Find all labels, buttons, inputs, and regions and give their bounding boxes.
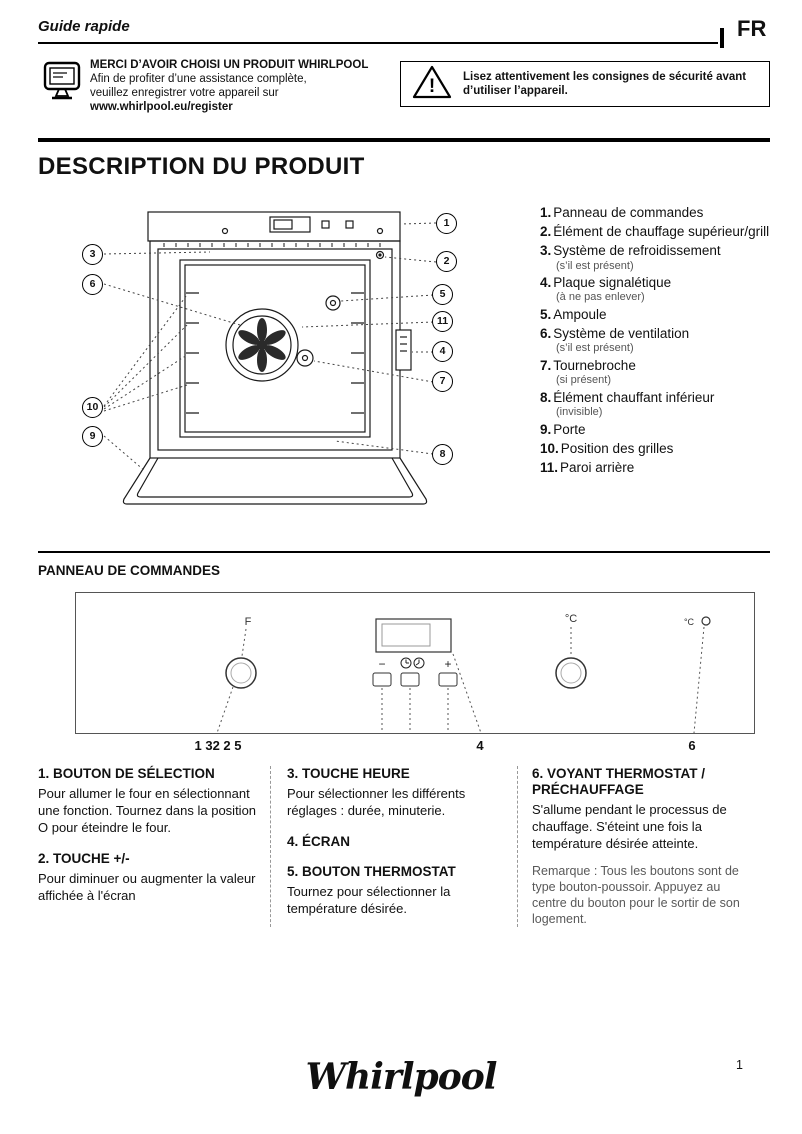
page-number: 1 xyxy=(736,1058,743,1072)
guide-title: Guide rapide xyxy=(38,18,130,35)
column-2 xyxy=(270,766,518,927)
list-item xyxy=(540,224,775,240)
panel-number-indicator: 6 xyxy=(688,738,696,753)
section-heading: 1. BOUTON DE SÉLECTION xyxy=(38,766,215,781)
column-1 xyxy=(38,766,270,927)
item-note: (s’il est présent) xyxy=(556,342,634,355)
panel-section-title: PANNEAU DE COMMANDES xyxy=(38,563,221,578)
list-item xyxy=(540,460,775,476)
item-label: Paroi arrière xyxy=(560,460,635,476)
parts-list xyxy=(540,205,775,479)
header-rule xyxy=(38,42,718,44)
callout-9: 9 xyxy=(82,426,103,447)
item-note: (s’il est présent) xyxy=(556,259,634,272)
header-divider xyxy=(720,28,724,48)
register-url: www.whirlpool.eu/register xyxy=(90,101,233,114)
callout-1: 1 xyxy=(436,213,457,234)
warning-text xyxy=(463,70,746,99)
control-panel-diagram xyxy=(75,592,755,734)
warning-line1: Lisez attentivement les consignes de sécurité avant xyxy=(463,70,747,83)
item-number: 9. xyxy=(540,421,552,437)
minus-label: − xyxy=(378,657,386,671)
clock-button xyxy=(401,673,419,686)
oven-diagram xyxy=(60,203,530,533)
minus-button xyxy=(373,673,391,686)
callout-3: 3 xyxy=(82,244,103,265)
item-label: Élément chauffant inférieur xyxy=(553,389,715,405)
item-label: Position des grilles xyxy=(560,440,674,456)
safety-warning-box xyxy=(400,61,770,107)
callout-4: 4 xyxy=(432,341,453,362)
item-label: Élément de chauffage supérieur/grill xyxy=(553,224,770,240)
section-rule xyxy=(38,138,770,142)
list-item xyxy=(540,205,775,221)
list-item xyxy=(540,243,775,272)
section-rule xyxy=(38,551,770,553)
column-3 xyxy=(518,766,758,927)
item-note: (à ne pas enlever) xyxy=(556,291,645,304)
item-number: 7. xyxy=(540,358,552,374)
list-item xyxy=(540,275,775,304)
list-item xyxy=(540,422,775,438)
clock-icon xyxy=(401,658,424,668)
function-label: F xyxy=(244,616,252,628)
item-label: Plaque signalétique xyxy=(553,275,672,291)
callout-10: 10 xyxy=(82,397,103,418)
oven-drawing xyxy=(60,203,530,533)
list-item xyxy=(540,358,775,387)
item-note: (invisible) xyxy=(556,406,603,419)
warning-triangle-icon xyxy=(411,64,453,105)
callout-7: 7 xyxy=(432,371,453,392)
section-body: Pour diminuer ou augmenter la valeur affichée à l'écran xyxy=(38,871,256,903)
register-title: MERCI D’AVOIR CHOISI UN PRODUIT WHIRLPOOL xyxy=(90,59,369,71)
celsius-label: °C xyxy=(564,613,578,625)
item-label: Porte xyxy=(553,421,586,437)
item-number: 1. xyxy=(540,205,552,220)
panel-number-display: 4 xyxy=(476,738,484,753)
item-note: (si présent) xyxy=(556,374,612,387)
plus-button xyxy=(439,673,457,686)
footer xyxy=(0,1056,802,1098)
item-label: Ampoule xyxy=(553,307,607,323)
item-label: Panneau de commandes xyxy=(553,205,704,220)
section-heading: 3. TOUCHE HEURE xyxy=(287,766,410,781)
panel-number-group: 1 32 2 5 xyxy=(194,738,242,753)
list-item xyxy=(540,307,775,323)
plus-label: + xyxy=(444,657,452,671)
section-heading: 4. ÉCRAN xyxy=(287,833,351,849)
indicator-celsius-label: °C xyxy=(683,617,695,627)
remark-note: Remarque : Tous les boutons sont de type bouton-poussoir. Appuyez au centre du bouton pour le sortir de son logement. xyxy=(532,864,740,927)
item-number: 11. xyxy=(540,460,559,476)
section-body: Pour allumer le four en sélectionnant une fonction. Tournez dans la position O pour éteindre le four. xyxy=(38,786,257,835)
thermostat-indicator-light xyxy=(702,617,710,625)
list-item xyxy=(540,326,775,355)
fan-icon xyxy=(236,318,288,372)
item-number: 8. xyxy=(540,389,552,405)
list-item xyxy=(540,441,775,457)
register-text xyxy=(90,58,390,114)
callout-5: 5 xyxy=(432,284,453,305)
register-computer-icon xyxy=(42,60,84,107)
item-label: Tournebroche xyxy=(553,358,636,374)
register-line1: Afin de profiter d’une assistance complète, xyxy=(90,73,307,86)
callout-8: 8 xyxy=(432,444,453,465)
language-code: FR xyxy=(737,16,767,41)
section-heading: 6. VOYANT THERMOSTAT / PRÉCHAUFFAGE xyxy=(532,766,706,798)
section-body: Tournez pour sélectionner la température désirée. xyxy=(287,884,451,917)
item-number: 5. xyxy=(540,307,552,323)
callout-6: 6 xyxy=(82,274,103,295)
item-number: 6. xyxy=(540,326,552,342)
panel-descriptions xyxy=(38,766,770,927)
list-item xyxy=(540,390,775,419)
item-label: Système de ventilation xyxy=(553,326,690,342)
item-number: 10. xyxy=(540,440,559,456)
warning-line2: d’utiliser l’appareil. xyxy=(463,85,568,97)
item-number: 4. xyxy=(540,275,552,291)
svg-text:!: ! xyxy=(428,75,436,97)
register-line2: veuillez enregistrer votre appareil sur xyxy=(90,87,279,100)
section-body: S'allume pendant le processus de chauffage. S'éteint une fois la température désirée atteinte. xyxy=(532,802,727,852)
page-title: DESCRIPTION DU PRODUIT xyxy=(38,153,365,180)
callout-2: 2 xyxy=(436,251,457,272)
item-number: 3. xyxy=(540,243,552,259)
section-heading: 5. BOUTON THERMOSTAT xyxy=(287,864,456,880)
item-label: Système de refroidissement xyxy=(553,243,721,259)
section-body: Pour sélectionner les différents réglages : durée, minuterie. xyxy=(287,786,466,819)
whirlpool-logo: Whirlpool xyxy=(305,1056,497,1098)
item-number: 2. xyxy=(540,224,552,240)
callout-11: 11 xyxy=(432,311,453,332)
section-heading: 2. TOUCHE +/- xyxy=(38,850,130,866)
